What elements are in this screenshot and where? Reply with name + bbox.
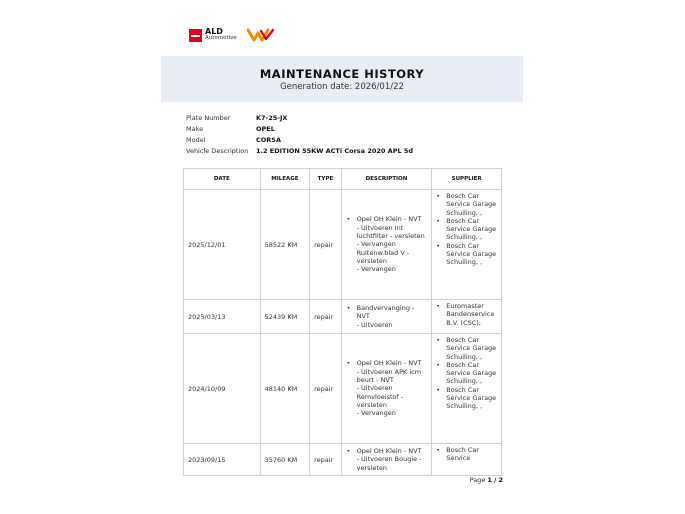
cell-supplier <box>432 190 502 300</box>
table-row <box>184 444 502 476</box>
cell-supplier <box>432 444 502 476</box>
page-total: 2 <box>498 476 503 484</box>
page-label: Page <box>469 476 486 484</box>
table-row <box>184 300 502 334</box>
logo-sub: Automotive <box>205 35 237 42</box>
table-row <box>184 190 502 300</box>
cell-type: repair <box>310 300 341 334</box>
cell-mileage: 35760 KM <box>260 444 310 476</box>
cell-description <box>341 190 432 300</box>
cell-date: 2025/03/13 <box>184 300 261 334</box>
cell-date: 2023/09/15 <box>184 444 261 476</box>
info-value: CORSA <box>256 136 282 144</box>
vehicle-info <box>186 113 413 157</box>
info-label: Make <box>186 125 204 133</box>
cell-description <box>341 300 432 334</box>
ald-logo-icon <box>189 29 202 42</box>
header-banner <box>161 56 523 102</box>
info-label: Plate Number <box>186 114 231 122</box>
cell-description <box>341 334 432 444</box>
description-item: • Opel OH Klein - NVT - Uitvoeren APK icm beurt - NVT - Uitvoeren Remvloeistof - versleten - Vervangen <box>346 359 430 417</box>
supplier-item: • Bosch Car Service <box>434 446 499 463</box>
cell-description <box>341 444 432 476</box>
page-indicator <box>470 476 503 484</box>
w-logo-icon <box>247 28 275 42</box>
info-row-plate <box>186 113 413 124</box>
info-row-description <box>186 146 413 157</box>
cell-supplier <box>432 334 502 444</box>
supplier-item: • Bosch Car Service Garage Schuiling, , <box>434 336 499 361</box>
cell-type: repair <box>310 334 341 444</box>
table-row <box>184 334 502 444</box>
info-label: Vehicle Description <box>186 147 249 155</box>
supplier-item: • Bosch Car Service Garage Schuiling, , <box>434 361 499 386</box>
cell-supplier <box>432 300 502 334</box>
info-value: 1.2 EDITION 55KW ACTi Corsa 2020 APL 5d <box>256 147 414 155</box>
supplier-item: • Bosch Car Service Garage Schuiling, , <box>434 386 499 411</box>
logo <box>189 26 275 44</box>
cell-type: repair <box>310 444 341 476</box>
info-label: Model <box>186 136 206 144</box>
page-current: 1 <box>487 476 492 484</box>
header-mileage: MILEAGE <box>260 169 310 190</box>
supplier-item: • Bosch Car Service Garage Schuiling, , <box>434 192 499 217</box>
header-description: DESCRIPTION <box>341 169 432 190</box>
header-supplier: SUPPLIER <box>432 169 502 190</box>
maintenance-table <box>183 168 502 476</box>
header-type: TYPE <box>310 169 341 190</box>
logo-brand: ALD <box>205 27 223 37</box>
generation-date: Generation date: 2026/01/22 <box>280 82 404 92</box>
cell-mileage: 48140 KM <box>260 334 310 444</box>
cell-date: 2024/10/09 <box>184 334 261 444</box>
cell-type: repair <box>310 190 341 300</box>
info-row-model <box>186 135 413 146</box>
table-header-row <box>184 169 502 190</box>
page-title: MAINTENANCE HISTORY <box>259 67 425 81</box>
info-value: OPEL <box>256 125 275 133</box>
description-item: • Bandvervanging - NVT - Uitvoeren <box>346 304 430 329</box>
description-item: • Opel OH Klein - NVT - Uitvoeren Int luchtfilter - versleten - Vervangen Ruitenw.blad V - versleten - Vervangen <box>346 215 430 273</box>
cell-mileage: 52439 KM <box>260 300 310 334</box>
supplier-item: • Euromaster Bandenservice B.V. (CSC), <box>434 302 499 327</box>
description-item: • Opel OH Klein - NVT - Uitvoeren Bougie - versleten <box>346 447 430 472</box>
info-row-make <box>186 124 413 135</box>
cell-date: 2025/12/01 <box>184 190 261 300</box>
cell-mileage: 58522 KM <box>260 190 310 300</box>
supplier-item: • Bosch Car Service Garage Schuiling, , <box>434 217 499 242</box>
info-value: K7-25-JX <box>256 114 288 122</box>
page-sep: / <box>494 476 497 484</box>
header-date: DATE <box>184 169 261 190</box>
supplier-item: • Bosch Car Service Garage Schuiling, , <box>434 242 499 267</box>
